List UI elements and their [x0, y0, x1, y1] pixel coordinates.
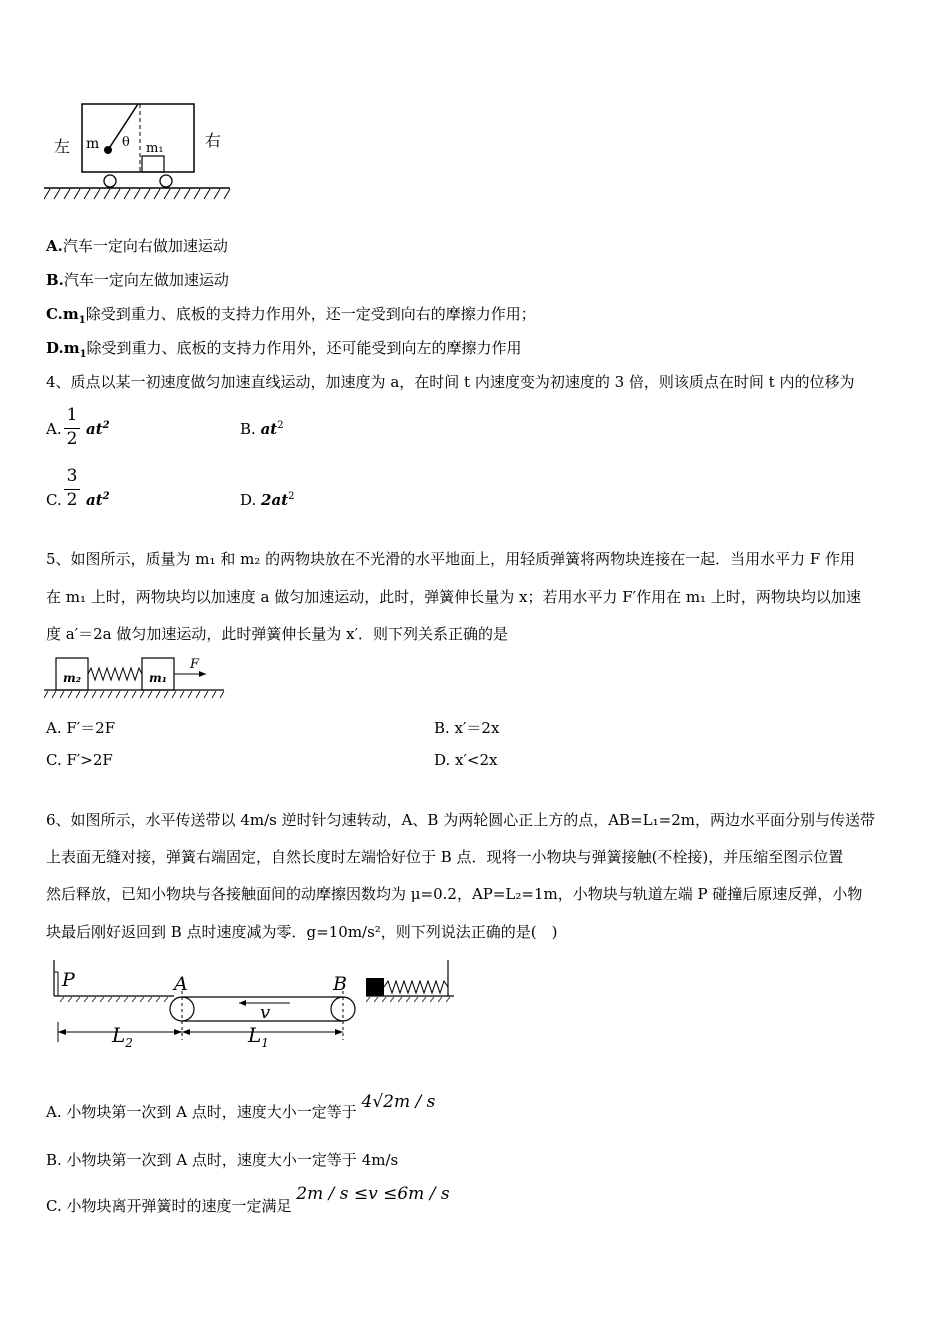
q4-option-c-denominator: 2: [66, 490, 78, 510]
label-theta: θ: [122, 135, 130, 150]
q6-stem-line3: 然后释放，已知小物块与各接触面间的动摩擦因数均为 μ=0.2，AP=L₂=1m，小物块与轨道左端 P 碰撞后原速反弹，小物: [46, 885, 863, 903]
q6-stem-line4: 块最后刚好返回到 B 点时速度减为零．g=10m/s²，则下列说法正确的是( ): [46, 923, 558, 941]
q6-stem-line1: 6、如图所示，水平传送带以 4m/s 逆时针匀速转动，A、B 为两轮圆心正上方的点，AB=L₁=2m，两边水平面分别与传送带: [46, 811, 875, 829]
q5-option-a: A. F′＝2F: [46, 719, 116, 737]
q3-option-a: A.汽车一定向右做加速运动: [46, 237, 228, 255]
point-b-label: B: [333, 973, 347, 995]
conveyor-belt-figure: [44, 956, 460, 1052]
q6-stem-line2: 上表面无缝对接，弹簧右端固定，自然长度时左端恰好位于 B 点．现将一小物块与弹簧接触(不栓接)，并压缩至图示位置: [46, 848, 844, 866]
q4-option-b: B. $at^2$: [240, 420, 284, 438]
car-pendulum-figure: [44, 98, 240, 210]
block-m1-label: m₁: [149, 671, 167, 685]
q6-option-b: B. 小物块第一次到 A 点时，速度大小一定等于 4m/s: [46, 1151, 399, 1169]
label-m: m: [86, 136, 100, 152]
point-p-label: P: [62, 969, 75, 991]
q4-option-c-label: C.: [46, 491, 62, 509]
q3-option-d: $D.m_1$除受到重力、底板的支持力作用外，还可能受到向左的摩擦力作用: [46, 339, 522, 360]
q4-option-d: D. $2at^2$: [240, 491, 295, 509]
q4-option-a-label: A.: [46, 420, 62, 438]
label-right: 右: [205, 131, 222, 150]
velocity-label: v: [260, 1002, 271, 1023]
q5-stem-line2: 在 m₁ 上时，两物块均以加速度 a 做匀加速运动，此时，弹簧伸长量为 x；若用水平力 F′作用在 m₁ 上时，两物块均以加速: [46, 588, 861, 606]
q6-option-a: A. 小物块第一次到 A 点时，速度大小一定等于 4√2m / s: [46, 1092, 436, 1121]
q6-option-c: C. 小物块离开弹簧时的速度一定满足 2m / s ≤v ≤6m / s: [46, 1184, 450, 1215]
block-m2-label: m₂: [63, 671, 81, 685]
q4-option-a-numerator: 1: [66, 405, 78, 425]
q4-option-a-expr: $at^2$: [86, 420, 110, 438]
label-m1: m₁: [146, 141, 164, 156]
length-l2-label: $L_2$: [112, 1023, 133, 1050]
q4-option-a-denominator: 2: [66, 429, 78, 449]
q3-option-b: B.汽车一定向左做加速运动: [46, 271, 229, 289]
q5-option-c: C. F′>2F: [46, 751, 113, 769]
q4-stem: 4、质点以某一初速度做匀加速直线运动，加速度为 a，在时间 t 内速度变为初速度的 3 倍，则该质点在时间 t 内的位移为: [46, 373, 855, 391]
q6-option-c-math: 2m / s ≤v ≤6m / s: [296, 1184, 450, 1204]
q5-option-d: D. x′<2x: [434, 751, 498, 769]
length-l1-label: $L_1$: [248, 1023, 269, 1050]
point-a-label: A: [174, 973, 188, 995]
q5-stem-line3: 度 a′＝2a 做匀加速运动，此时弹簧伸长量为 x′．则下列关系正确的是: [46, 625, 509, 643]
q4-option-c-expr: $at^2$: [86, 491, 110, 509]
q3-option-c: $C.m_1$除受到重力、底板的支持力作用外，还一定受到向右的摩擦力作用；: [46, 305, 536, 326]
q6-option-a-math: 4√2m / s: [361, 1092, 436, 1112]
q5-stem-line1: 5、如图所示，质量为 m₁ 和 m₂ 的两物块放在不光滑的水平地面上，用轻质弹簧将两物块连接在一起．当用水平力 F 作用: [46, 550, 856, 568]
q4-option-c-numerator: 3: [66, 466, 78, 486]
q5-option-b: B. x′＝2x: [434, 719, 500, 737]
force-label: F: [190, 657, 200, 672]
label-left: 左: [54, 137, 71, 156]
spring-blocks-figure: [44, 654, 226, 702]
